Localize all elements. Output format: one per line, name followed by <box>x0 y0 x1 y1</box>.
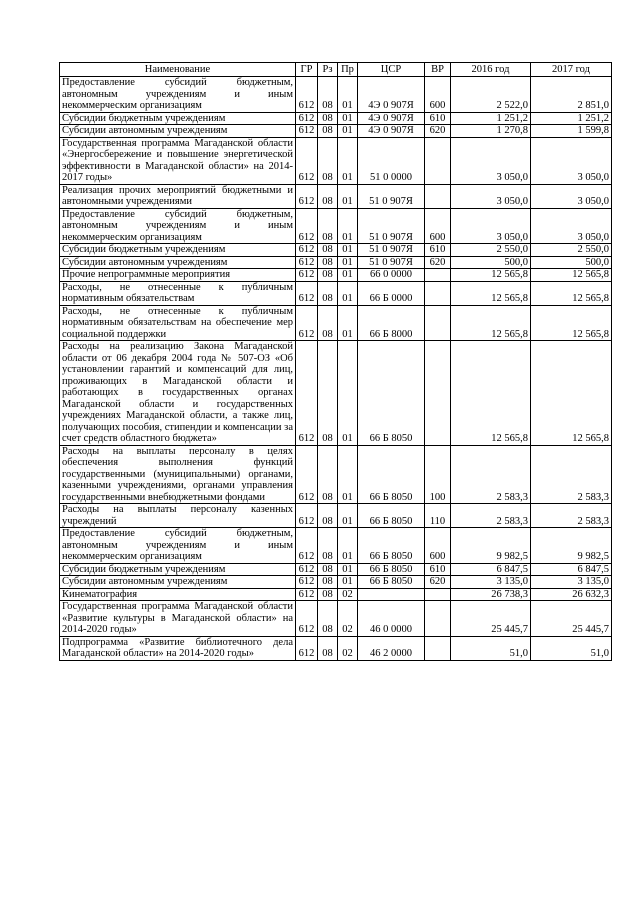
table-row <box>60 305 612 341</box>
cell-gr: 612 <box>296 563 318 576</box>
table-row <box>60 528 612 564</box>
cell-2017: 2 583,3 <box>531 445 612 504</box>
cell-csr: 51 0 907Я <box>358 256 425 269</box>
table-row <box>60 125 612 138</box>
cell-pr: 01 <box>338 504 358 528</box>
cell-csr: 51 0 907Я <box>358 208 425 244</box>
cell-2017: 2 550,0 <box>531 244 612 257</box>
cell-gr: 612 <box>296 125 318 138</box>
table-row <box>60 281 612 305</box>
cell-2016: 26 738,3 <box>451 588 531 601</box>
cell-rz: 08 <box>318 563 338 576</box>
cell-vr: 600 <box>425 77 451 113</box>
table-body <box>60 77 612 661</box>
cell-name: Расходы на выплаты персоналу в целях обеспечения выполнения функций государственными (муниципальными) органами, казенными учреждениями, органами управления государственными внебюджетными фондами <box>60 445 296 504</box>
cell-pr: 01 <box>338 184 358 208</box>
cell-rz: 08 <box>318 528 338 564</box>
cell-vr <box>425 281 451 305</box>
cell-2016: 25 445,7 <box>451 601 531 637</box>
cell-2016: 3 050,0 <box>451 208 531 244</box>
cell-rz: 08 <box>318 636 338 660</box>
cell-name: Субсидии бюджетным учреждениям <box>60 244 296 257</box>
cell-2016: 9 982,5 <box>451 528 531 564</box>
cell-csr: 66 Б 8050 <box>358 563 425 576</box>
cell-name: Кинематография <box>60 588 296 601</box>
cell-rz: 08 <box>318 269 338 282</box>
cell-vr <box>425 269 451 282</box>
cell-rz: 08 <box>318 125 338 138</box>
cell-csr: 4Э 0 907Я <box>358 125 425 138</box>
table-row <box>60 445 612 504</box>
cell-2016: 1 270,8 <box>451 125 531 138</box>
cell-name: Субсидии бюджетным учреждениям <box>60 112 296 125</box>
cell-rz: 08 <box>318 244 338 257</box>
table-row <box>60 269 612 282</box>
cell-2016: 2 583,3 <box>451 445 531 504</box>
cell-gr: 612 <box>296 269 318 282</box>
cell-rz: 08 <box>318 281 338 305</box>
cell-rz: 08 <box>318 112 338 125</box>
table-header-row <box>60 63 612 77</box>
cell-gr: 612 <box>296 77 318 113</box>
header-pr: Пр <box>338 63 358 77</box>
cell-name: Реализация прочих мероприятий бюджетными и автономными учреждениями <box>60 184 296 208</box>
cell-pr: 01 <box>338 77 358 113</box>
cell-gr: 612 <box>296 184 318 208</box>
cell-csr: 51 0 0000 <box>358 137 425 184</box>
cell-vr: 600 <box>425 528 451 564</box>
cell-csr: 66 Б 8050 <box>358 504 425 528</box>
cell-name: Предоставление субсидий бюджетным, автономным учреждениям и иным некоммерческим организациям <box>60 528 296 564</box>
cell-rz: 08 <box>318 184 338 208</box>
cell-vr: 610 <box>425 244 451 257</box>
cell-2016: 12 565,8 <box>451 269 531 282</box>
cell-pr: 01 <box>338 137 358 184</box>
cell-csr: 4Э 0 907Я <box>358 77 425 113</box>
cell-vr: 620 <box>425 125 451 138</box>
cell-csr <box>358 588 425 601</box>
cell-name: Государственная программа Магаданской области «Энергосбережение и повышение энергетической эффективности в Магаданской области» на 2014-2017 годы» <box>60 137 296 184</box>
cell-pr: 01 <box>338 563 358 576</box>
cell-rz: 08 <box>318 208 338 244</box>
cell-2017: 3 135,0 <box>531 576 612 589</box>
cell-csr: 66 Б 8000 <box>358 305 425 341</box>
table-row <box>60 563 612 576</box>
cell-csr: 66 Б 8050 <box>358 576 425 589</box>
cell-gr: 612 <box>296 528 318 564</box>
cell-pr: 02 <box>338 588 358 601</box>
cell-csr: 66 Б 8050 <box>358 528 425 564</box>
cell-2017: 3 050,0 <box>531 208 612 244</box>
cell-name: Расходы на выплаты персоналу казенных учреждений <box>60 504 296 528</box>
cell-gr: 612 <box>296 137 318 184</box>
header-rz: Рз <box>318 63 338 77</box>
cell-rz: 08 <box>318 256 338 269</box>
table-row <box>60 504 612 528</box>
table-row <box>60 137 612 184</box>
table-row <box>60 244 612 257</box>
cell-csr: 66 Б 8050 <box>358 341 425 446</box>
cell-name: Субсидии автономным учреждениям <box>60 576 296 589</box>
cell-gr: 612 <box>296 341 318 446</box>
table-row <box>60 208 612 244</box>
table-row <box>60 576 612 589</box>
cell-2016: 12 565,8 <box>451 341 531 446</box>
cell-rz: 08 <box>318 341 338 446</box>
cell-2017: 1 251,2 <box>531 112 612 125</box>
cell-csr: 51 0 907Я <box>358 184 425 208</box>
cell-2016: 3 050,0 <box>451 184 531 208</box>
cell-gr: 612 <box>296 305 318 341</box>
cell-name: Прочие непрограммные мероприятия <box>60 269 296 282</box>
cell-pr: 01 <box>338 244 358 257</box>
cell-vr <box>425 636 451 660</box>
cell-csr: 51 0 907Я <box>358 244 425 257</box>
cell-2016: 3 050,0 <box>451 137 531 184</box>
cell-pr: 01 <box>338 305 358 341</box>
cell-2017: 9 982,5 <box>531 528 612 564</box>
cell-rz: 08 <box>318 445 338 504</box>
cell-name: Предоставление субсидий бюджетным, автономным учреждениям и иным некоммерческим организациям <box>60 208 296 244</box>
cell-gr: 612 <box>296 601 318 637</box>
cell-2016: 2 550,0 <box>451 244 531 257</box>
cell-2017: 2 851,0 <box>531 77 612 113</box>
cell-vr: 100 <box>425 445 451 504</box>
cell-rz: 08 <box>318 601 338 637</box>
header-2017: 2017 год <box>531 63 612 77</box>
cell-name: Предоставление субсидий бюджетным, автономным учреждениям и иным некоммерческим организациям <box>60 77 296 113</box>
cell-name: Расходы на реализацию Закона Магаданской области от 06 декабря 2004 года № 507-ОЗ «Об установлении гарантий и компенсаций для лиц, проживающих в Магаданской области и работающих в государственных органах Магаданской области и государственных учреждениях Магаданской области, а также лиц, получающих пособия, стипендии и компенсации за счет средств областного бюджета» <box>60 341 296 446</box>
cell-vr: 610 <box>425 112 451 125</box>
cell-2016: 12 565,8 <box>451 281 531 305</box>
cell-2016: 1 251,2 <box>451 112 531 125</box>
cell-pr: 02 <box>338 636 358 660</box>
header-gr: ГР <box>296 63 318 77</box>
cell-pr: 01 <box>338 528 358 564</box>
cell-pr: 02 <box>338 601 358 637</box>
cell-2017: 26 632,3 <box>531 588 612 601</box>
cell-2016: 2 522,0 <box>451 77 531 113</box>
cell-vr <box>425 184 451 208</box>
cell-2017: 1 599,8 <box>531 125 612 138</box>
cell-gr: 612 <box>296 244 318 257</box>
cell-pr: 01 <box>338 256 358 269</box>
cell-vr <box>425 305 451 341</box>
cell-rz: 08 <box>318 77 338 113</box>
header-name: Наименование <box>60 63 296 77</box>
cell-vr: 620 <box>425 256 451 269</box>
cell-gr: 612 <box>296 445 318 504</box>
cell-gr: 612 <box>296 576 318 589</box>
table-row <box>60 256 612 269</box>
table-row <box>60 184 612 208</box>
cell-2017: 25 445,7 <box>531 601 612 637</box>
cell-gr: 612 <box>296 281 318 305</box>
cell-csr: 66 0 0000 <box>358 269 425 282</box>
table-row <box>60 112 612 125</box>
cell-vr <box>425 341 451 446</box>
cell-vr <box>425 137 451 184</box>
cell-2017: 500,0 <box>531 256 612 269</box>
cell-pr: 01 <box>338 341 358 446</box>
cell-pr: 01 <box>338 125 358 138</box>
cell-rz: 08 <box>318 137 338 184</box>
cell-rz: 08 <box>318 576 338 589</box>
cell-name: Субсидии автономным учреждениям <box>60 125 296 138</box>
cell-gr: 612 <box>296 504 318 528</box>
cell-2017: 3 050,0 <box>531 137 612 184</box>
cell-name: Субсидии автономным учреждениям <box>60 256 296 269</box>
cell-rz: 08 <box>318 305 338 341</box>
budget-table <box>59 62 612 661</box>
cell-2017: 3 050,0 <box>531 184 612 208</box>
cell-csr: 66 Б 8050 <box>358 445 425 504</box>
cell-name: Подпрограмма «Развитие библиотечного дела Магаданской области» на 2014-2020 годы» <box>60 636 296 660</box>
header-vr: ВР <box>425 63 451 77</box>
cell-csr: 46 0 0000 <box>358 601 425 637</box>
header-csr: ЦСР <box>358 63 425 77</box>
cell-csr: 4Э 0 907Я <box>358 112 425 125</box>
cell-gr: 612 <box>296 256 318 269</box>
cell-gr: 612 <box>296 588 318 601</box>
table-row <box>60 341 612 446</box>
cell-name: Расходы, не отнесенные к публичным нормативным обязательствам на обеспечение мер социальной поддержки <box>60 305 296 341</box>
cell-csr: 66 Б 0000 <box>358 281 425 305</box>
cell-pr: 01 <box>338 445 358 504</box>
cell-pr: 01 <box>338 208 358 244</box>
cell-vr: 600 <box>425 208 451 244</box>
cell-name: Субсидии бюджетным учреждениям <box>60 563 296 576</box>
cell-gr: 612 <box>296 208 318 244</box>
cell-2017: 51,0 <box>531 636 612 660</box>
cell-2016: 2 583,3 <box>451 504 531 528</box>
cell-2017: 12 565,8 <box>531 269 612 282</box>
cell-2017: 6 847,5 <box>531 563 612 576</box>
cell-2016: 6 847,5 <box>451 563 531 576</box>
cell-vr: 620 <box>425 576 451 589</box>
cell-vr <box>425 588 451 601</box>
cell-gr: 612 <box>296 112 318 125</box>
cell-2017: 12 565,8 <box>531 281 612 305</box>
cell-2016: 3 135,0 <box>451 576 531 589</box>
header-2016: 2016 год <box>451 63 531 77</box>
table-row <box>60 636 612 660</box>
cell-2016: 500,0 <box>451 256 531 269</box>
cell-pr: 01 <box>338 269 358 282</box>
cell-name: Государственная программа Магаданской области «Развитие культуры в Магаданской области» на 2014-2020 годы» <box>60 601 296 637</box>
cell-rz: 08 <box>318 504 338 528</box>
table-row <box>60 588 612 601</box>
cell-2016: 51,0 <box>451 636 531 660</box>
cell-2017: 12 565,8 <box>531 305 612 341</box>
cell-pr: 01 <box>338 281 358 305</box>
cell-pr: 01 <box>338 576 358 589</box>
cell-2017: 2 583,3 <box>531 504 612 528</box>
cell-2016: 12 565,8 <box>451 305 531 341</box>
cell-gr: 612 <box>296 636 318 660</box>
cell-2017: 12 565,8 <box>531 341 612 446</box>
table-row <box>60 77 612 113</box>
cell-name: Расходы, не отнесенные к публичным нормативным обязательствам <box>60 281 296 305</box>
cell-rz: 08 <box>318 588 338 601</box>
table-row <box>60 601 612 637</box>
cell-vr <box>425 601 451 637</box>
cell-vr: 110 <box>425 504 451 528</box>
cell-pr: 01 <box>338 112 358 125</box>
cell-csr: 46 2 0000 <box>358 636 425 660</box>
cell-vr: 610 <box>425 563 451 576</box>
